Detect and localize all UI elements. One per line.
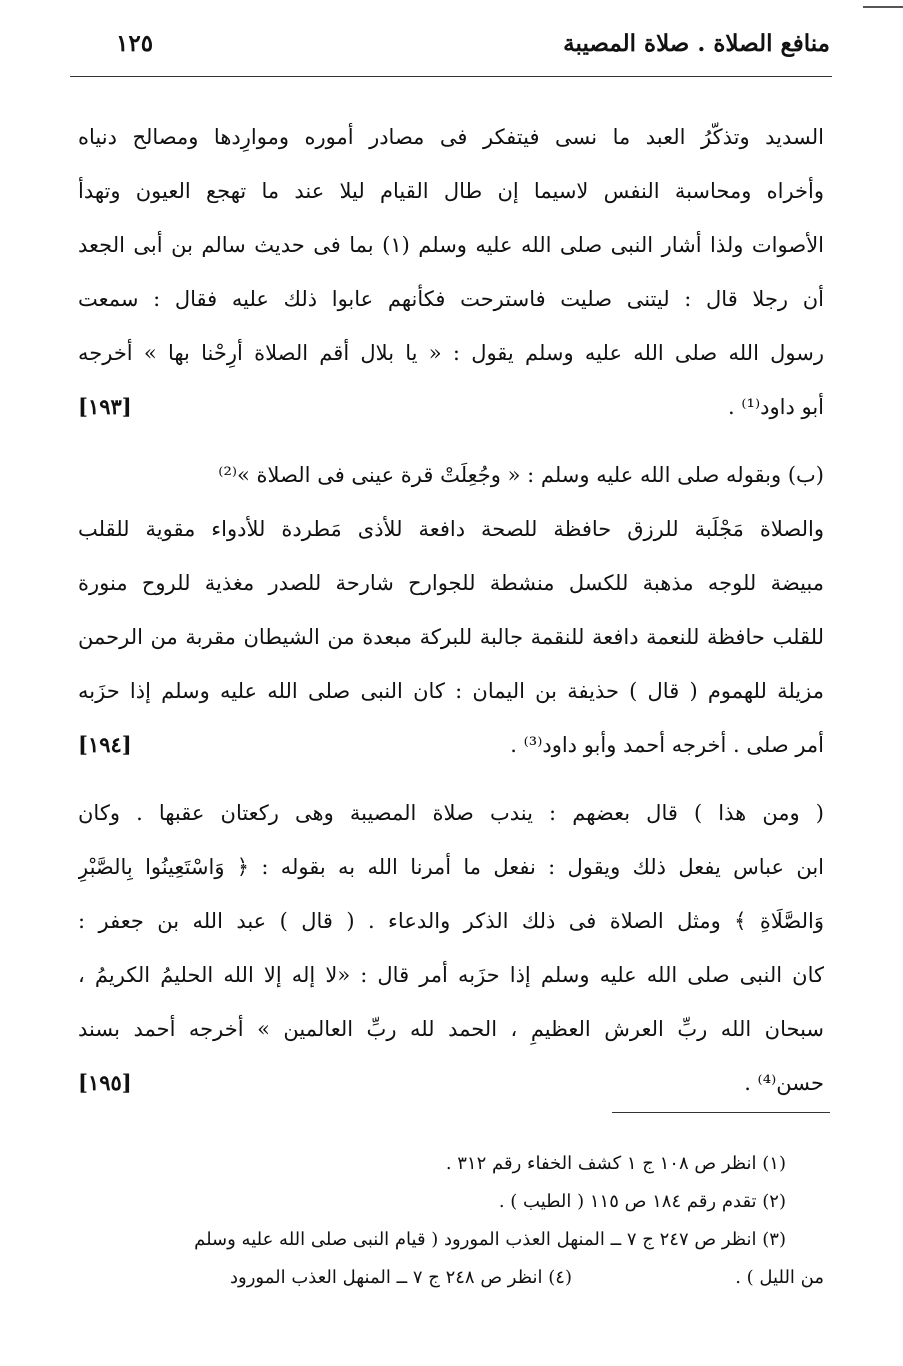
footnote-continuation: من الليل ) . (735, 1267, 824, 1288)
main-text (78, 110, 824, 1110)
text-line: أن رجلا قال : ليتنى صليت فاسترحت فكأنهم عابوا ذلك عليه فقال : سمعت (78, 287, 824, 311)
text-line: مزيلة للهموم ( قال ) حذيفة بن اليمان : كان النبى صلى الله عليه وسلم إذا حزَبه (78, 679, 824, 703)
page-number: ١٢٥ (116, 30, 154, 57)
text-line: ( ومن هذا ) قال بعضهم : يندب صلاة المصيبة وهى ركعتان عقبها . وكان (78, 801, 824, 825)
text-line (78, 1056, 824, 1110)
text-line (78, 718, 824, 772)
text-line: رسول الله صلى الله عليه وسلم يقول : « يا بلال أقم الصلاة أرِحْنا بها » أخرجه (78, 341, 824, 365)
text-line (78, 380, 824, 434)
hadith-number: [١٩٤] (78, 732, 132, 757)
footnote-line (80, 1259, 824, 1297)
text-line: ابن عباس يفعل ذلك ويقول : نفعل ما أمرنا الله به بقوله : ﴿ وَاسْتَعِينُوا بِالصَّبْرِ (78, 855, 824, 879)
line-text: أبو داود⁽¹⁾ . (728, 395, 824, 419)
footnotes (80, 1145, 824, 1297)
footnote: (١) انظر ص ١٠٨ ج ١ كشف الخفاء رقم ٣١٢ . (445, 1153, 786, 1174)
text-line: مبيضة للوجه مذهبة للكسل منشطة للجوارح شارحة للصدر مغذية للروح منورة (78, 571, 824, 595)
text-line: للقلب حافظة للنعمة دافعة للنقمة جالبة للبركة مبعدة من الشيطان مقربة من الرحمن (78, 625, 824, 649)
text-line: (ب) وبقوله صلى الله عليه وسلم : « وجُعِلَتْ قرة عينى فى الصلاة »⁽²⁾ (218, 463, 824, 487)
footnote-divider (612, 1112, 830, 1113)
header-divider (70, 76, 832, 77)
text-line: والصلاة مَجْلَبة للرزق حافظة للصحة دافعة للأذى مَطردة للأدواء مقوية للقلب (78, 517, 824, 541)
footnote: (٣) انظر ص ٢٤٧ ج ٧ ــ المنهل العذب المورود ( قيام النبى صلى الله عليه وسلم (194, 1229, 786, 1250)
text-line: السديد وتذكّرُ العبد ما نسى فيتفكر فى مصادر أموره وموارِدها ومصالح دنياه (78, 125, 824, 149)
line-text: أمر صلى . أخرجه أحمد وأبو داود⁽³⁾ . (510, 733, 824, 757)
text-line: وَالصَّلَاةِ ﴾ ومثل الصلاة فى ذلك الذكر والدعاء . ( قال ) عبد الله بن جعفر : (78, 909, 824, 933)
footnote: (٤) انظر ص ٢٤٨ ج ٧ ــ المنهل العذب المورود (230, 1267, 572, 1288)
text-line: وأخراه ومحاسبة النفس لاسيما إن طال القيام ليلا عند ما تهجع العيون وتهدأ (78, 179, 824, 203)
text-line: الأصوات ولذا أشار النبى صلى الله عليه وسلم (١) بما فى حديث سالم بن أبى الجعد (78, 233, 824, 257)
paragraph-gap (78, 434, 824, 448)
line-text: حسن⁽⁴⁾ . (744, 1071, 824, 1095)
paragraph-gap (78, 772, 824, 786)
footnote: (٢) تقدم رقم ١٨٤ ص ١١٥ ( الطيب ) . (498, 1191, 786, 1212)
running-header (80, 30, 830, 70)
text-line: كان النبى صلى الله عليه وسلم إذا حزَبه أمر قال : «لا إله إلا الله الحليمُ الكريمُ ، (78, 963, 824, 987)
text-line: سبحان الله ربِّ العرش العظيمِ ، الحمد لله ربِّ العالمين » أخرجه أحمد بسند (78, 1017, 824, 1041)
hadith-number: [١٩٥] (78, 1070, 132, 1095)
chapter-title: منافع الصلاة . صلاة المصيبة (563, 30, 830, 57)
hadith-number: [١٩٣] (78, 394, 132, 419)
scan-edge-line (863, 0, 903, 8)
